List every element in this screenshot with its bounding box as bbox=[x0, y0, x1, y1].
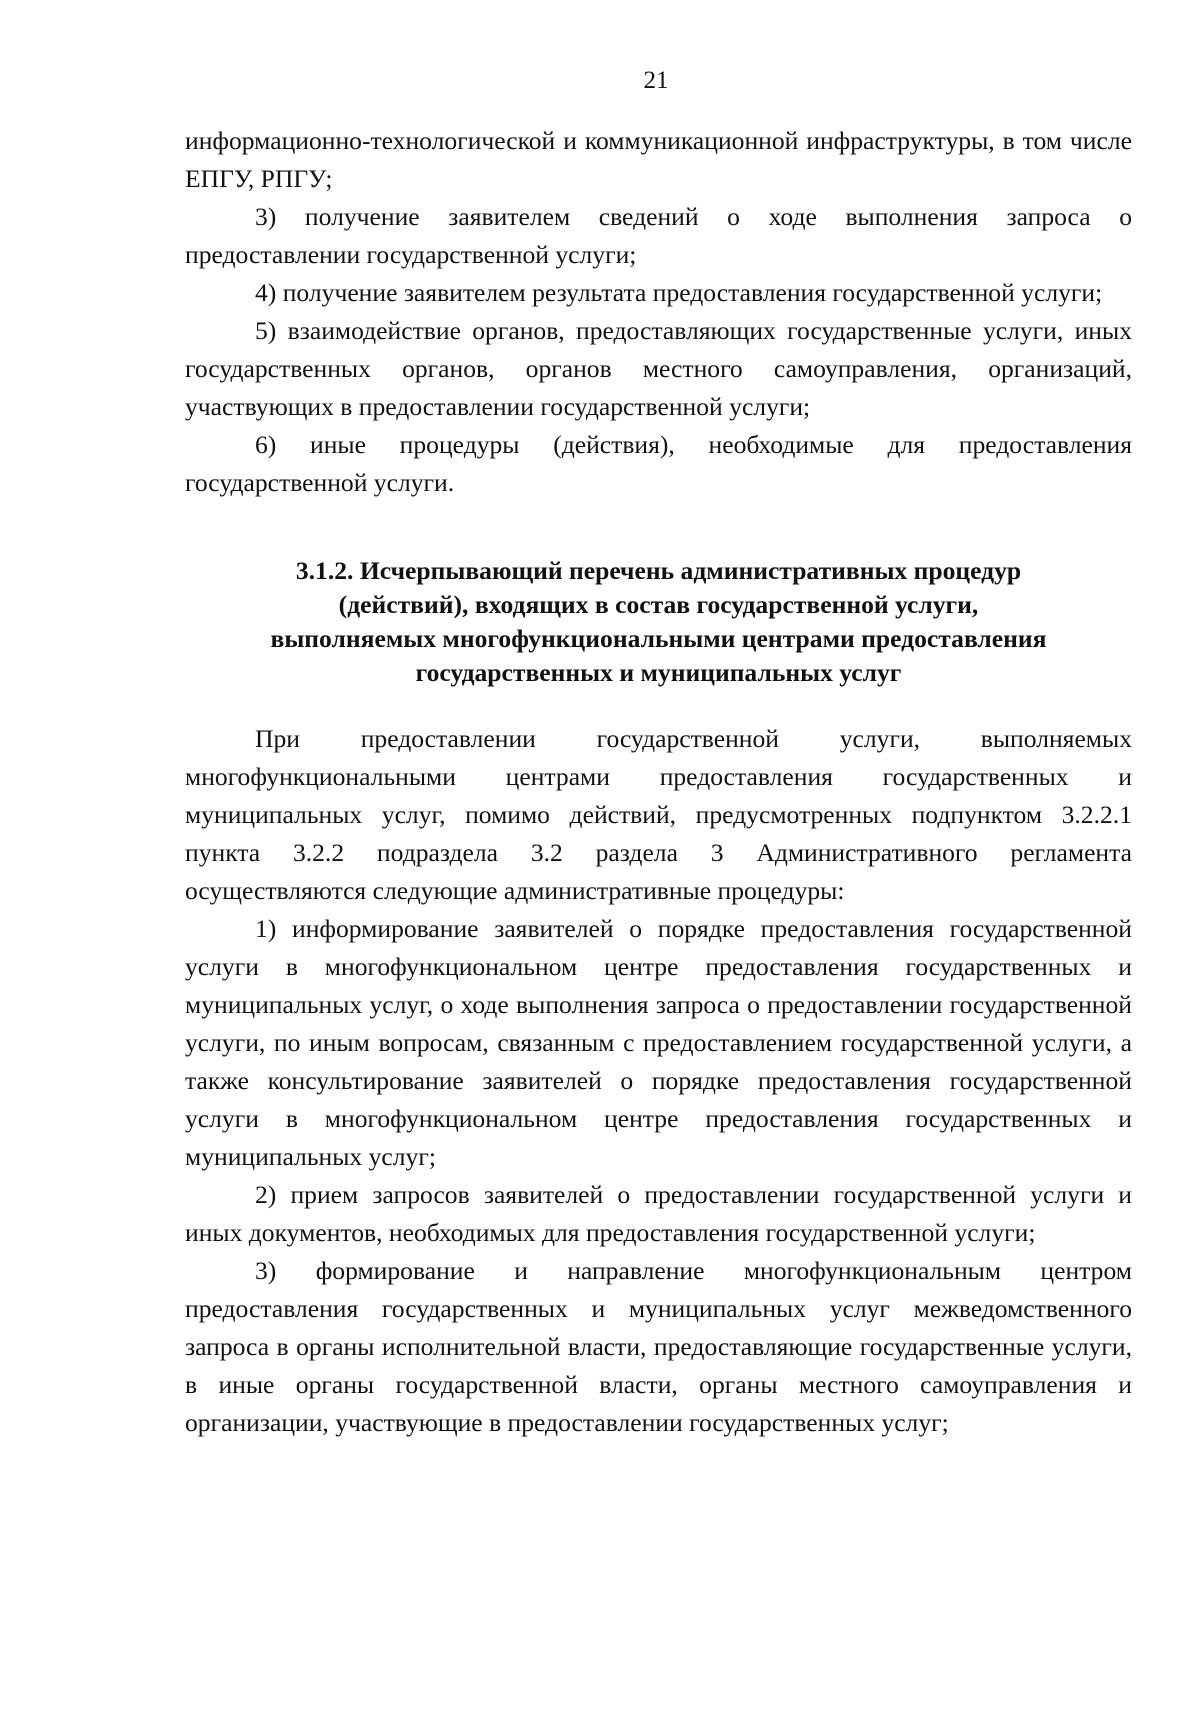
heading-line: (действий), входящих в состав государственной услуги, bbox=[338, 590, 979, 619]
paragraph: информационно-технологической и коммуникационной инфраструктуры, в том числе ЕПГУ, РПГУ; bbox=[185, 126, 1132, 193]
heading-line: выполняемых многофункциональными центрами предоставления bbox=[270, 624, 1047, 653]
page-number: 21 bbox=[643, 67, 669, 94]
bottom-section bbox=[185, 720, 1132, 1442]
document-body bbox=[185, 122, 1132, 1442]
paragraph: 4) получение заявителем результата предоставления государственной услуги; bbox=[255, 278, 1103, 307]
top-section bbox=[185, 122, 1132, 502]
paragraph: 3) формирование и направление многофункциональным центром предоставления государственных и муниципальных услуг межведомственного запроса в органы исполнительной власти, предоставляющие государственные услуги, в иные органы государственной власти, органы местного самоуправления и организации, участвующие в предоставлении государственных услуг; bbox=[185, 1256, 1132, 1437]
section-heading bbox=[185, 554, 1132, 690]
heading-line: 3.1.2. Исчерпывающий перечень административных процедур bbox=[295, 556, 1022, 585]
heading-line: государственных и муниципальных услуг bbox=[415, 658, 902, 687]
paragraph: 2) прием запросов заявителей о предоставлении государственной услуги и иных документов, необходимых для предоставления государственной услуги; bbox=[185, 1180, 1132, 1247]
paragraph: 3) получение заявителем сведений о ходе выполнения запроса о предоставлении государственной услуги; bbox=[185, 202, 1132, 269]
paragraph: 1) информирование заявителей о порядке предоставления государственной услуги в многофункциональном центре предоставления государственных и муниципальных услуг, о ходе выполнения запроса о предоставлении государственной услуги, по иным вопросам, связанным с предоставлением государственной услуги, а также консультирование заявителей о порядке предоставления государственной услуги в многофункциональном центре предоставления государственных и муниципальных услуг; bbox=[185, 914, 1132, 1171]
paragraph: 6) иные процедуры (действия), необходимые для предоставления государственной услуги. bbox=[185, 430, 1132, 497]
paragraph: При предоставлении государственной услуги, выполняемых многофункциональными центрами предоставления государственных и муниципальных услуг, помимо действий, предусмотренных подпунктом 3.2.2.1 пункта 3.2.2 подраздела 3.2 раздела 3 Административного регламента осуществляются следующие административные процедуры: bbox=[185, 724, 1132, 905]
paragraph: 5) взаимодействие органов, предоставляющих государственные услуги, иных государственных органов, органов местного самоуправления, организаций, участвующих в предоставлении государственной услуги; bbox=[185, 316, 1132, 421]
